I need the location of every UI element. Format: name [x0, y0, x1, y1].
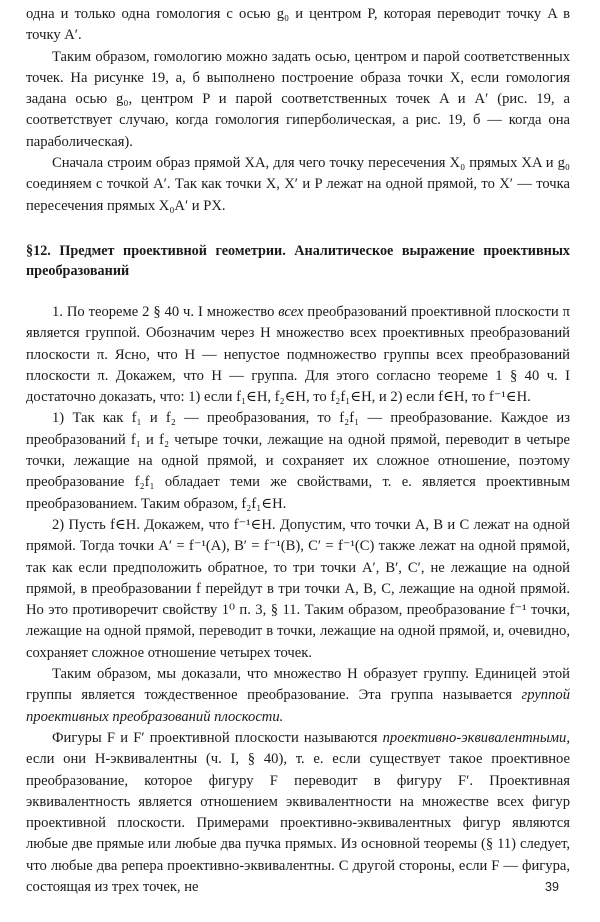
- paragraph-proof-case-1: 1) Так как f₁ и f₂ — преобразования, то f₂f₁ — преобразование. Каждое из преобразований f₁ и f₂ четыре точки, лежащие на одной прямой, переводит в четыре точки, лежащие на одной прямой, и сохраняет их сложное отношение, поэтому преобразование f₂f₁ обладает теми же свойствами, т. е. является проективным преобразованием. Таким образом, f₂f₁∈H.: [26, 410, 570, 512]
- paragraph-group-theorem: [26, 302, 570, 408]
- paragraph-projective-equivalence: [26, 728, 570, 898]
- emphasis-text: группой проективных преобразований плоскости.: [26, 687, 570, 725]
- text-segment: Таким образом, мы доказали, что множество H образует группу. Единицей этой группы является тождественное преобразование. Эта группа называется: [26, 666, 570, 704]
- text-segment: если они H-эквивалентны (ч. I, § 40), т. е. если существует такое проективное преобразование, которое фигуру F переводит в фигуру F′. Проективная эквивалентность является отношением эквивалентности на множестве всех фигур проективной плоскости. Примерами проективно-эквивалентных фигур являются любые две прямые или любые два пучка прямых. Из основной теоремы (§ 11) следует, что любые два репера проективно-эквивалентны. С другой стороны, если F — фигура, состоящая из трех точек, не: [26, 751, 570, 895]
- paragraph-homology-construction: Таким образом, гомологию можно задать осью, центром и парой соответственных точек. На рисунке 19, а, б выполнено построение образа точки X, если гомология задана осью g₀, центром P и парой соответственных точек A и A′ (рис. 19, а соответствует случаю, когда гомология гиперболическая, а рис. 19, б — когда она параболическая).: [26, 48, 570, 150]
- emphasis-text: всех: [278, 303, 304, 320]
- emphasis-text: проективно-эквивалентными,: [382, 729, 570, 746]
- page-body: [26, 4, 570, 898]
- text-segment: преобразований проективной плоскости π является группой. Обозначим через H множество всех проективных преобразований плоскости π. Ясно, что H — непустое подмножество группы всех преобразований плоскости π. Докажем, что H — группа. Для этого согласно теореме 1 § 40 ч. I достаточно доказать, что: 1) если f₁∈H, f₂∈H, то f₂f₁∈H, и 2) если f∈H, то f⁻¹∈H.: [26, 303, 570, 406]
- text-segment: Фигуры F и F′ проективной плоскости называются: [52, 729, 383, 746]
- paragraph-construction-steps: Сначала строим образ прямой XA, для чего точку пересечения X₀ прямых XA и g₀ соединяем с точкой A′. Так как точки X, X′ и P лежат на одной прямой, то X′ — точка пересечения прямых X₀A′ и PX.: [26, 155, 570, 214]
- paragraph-proof-case-2: 2) Пусть f∈H. Докажем, что f⁻¹∈H. Допустим, что точки A, B и C лежат на одной прямой. Тогда точки A′ = f⁻¹(A), B′ = f⁻¹(B), C′ = f⁻¹(C) также лежат на одной прямой, так как если предположить обратное, то три точки A′, B′, C′, не лежащие на одной прямой, в преобразовании f перейдут в три точки A, B, C, лежащие на одной прямой. Но это противоречит свойству 1⁰ п. 3, § 11. Таким образом, преобразование f⁻¹ точки, лежащие на одной прямой, переводит в точки, лежащие на одной прямой, и, очевидно, сохраняет сложное отношение четырех точек.: [26, 516, 570, 661]
- text-segment: 1. По теореме 2 § 40 ч. I множество: [52, 303, 279, 320]
- paragraph-group-definition: [26, 664, 570, 728]
- paragraph-homology-end: одна и только одна гомология с осью g₀ и центром P, которая переводит точку A в точку A′.: [26, 6, 570, 44]
- page-number: 39: [545, 880, 559, 894]
- section-heading: §12. Предмет проективной геометрии. Аналитическое выражение проективных преобразований: [26, 242, 570, 279]
